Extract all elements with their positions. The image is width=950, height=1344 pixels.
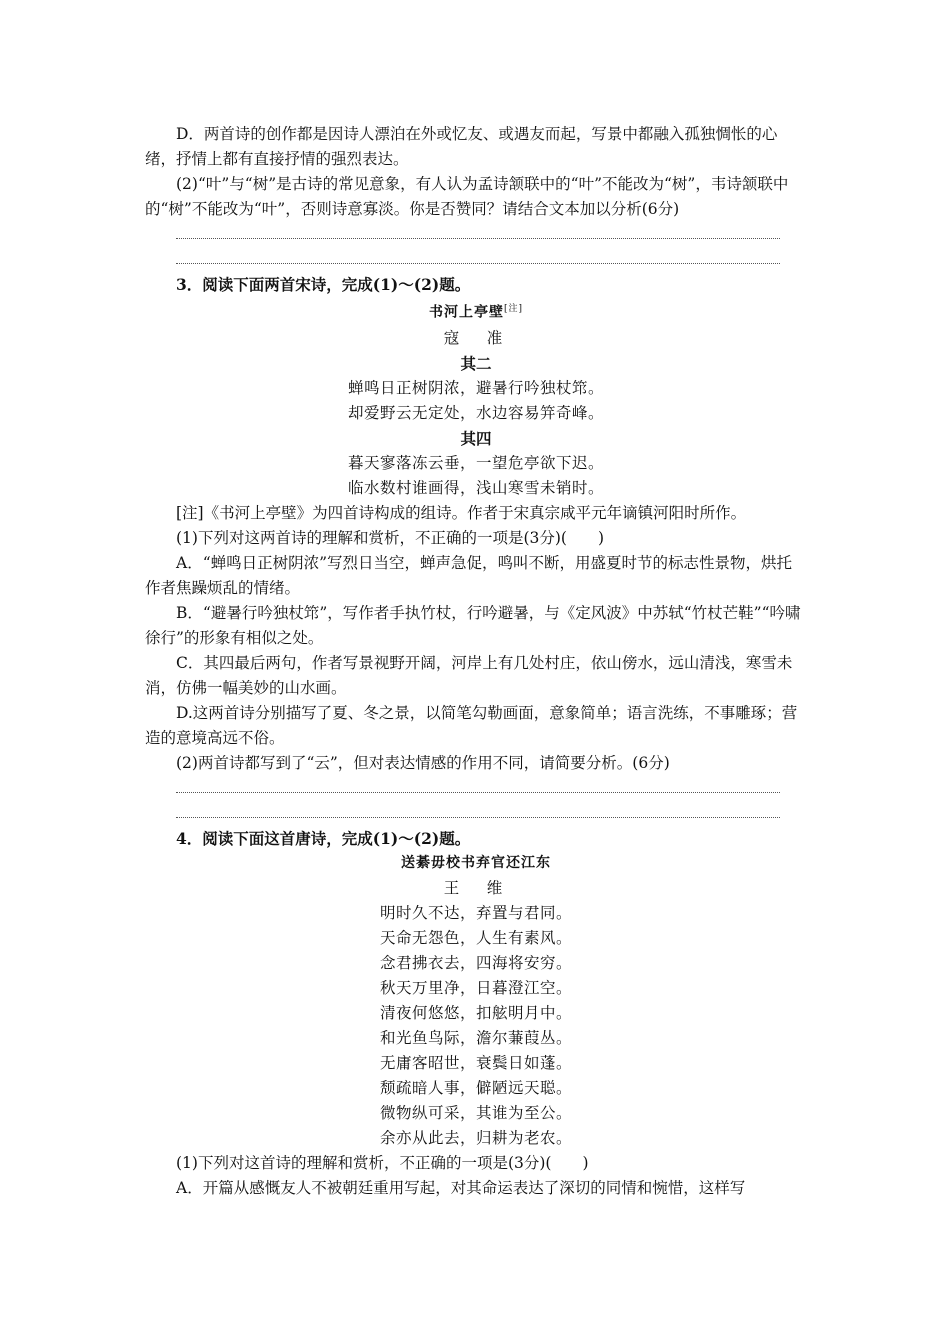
answer-line[interactable] xyxy=(176,801,780,826)
q4-author: 王 维 xyxy=(443,878,509,897)
q4-verse: 微物纵可采，其谁为至公。 xyxy=(379,1103,572,1122)
q4-verse: 念君拂衣去，四海将安穷。 xyxy=(379,953,572,972)
q3-verse: 暮天寥落冻云垂，一望危亭欲下迟。 xyxy=(347,453,604,472)
q4-poem-title: 送綦毋校书弃官还江东 xyxy=(401,854,551,871)
q3-option-b: B．“避暑行吟独杖筇”，写作者手执竹杖，行吟避暑，与《定风波》中苏轼“竹杖芒鞋”“吟啸徐行”的形象有相似之处。 xyxy=(145,603,801,647)
q4-verse: 秋天万里净，日暮澄江空。 xyxy=(379,978,572,997)
q3-title-note: [注] xyxy=(503,304,524,314)
q3-sub1: (1)下列对这两首诗的理解和赏析，不正确的一项是(3分)( ) xyxy=(176,528,605,547)
q3-option-a: A．“蝉鸣日正树阴浓”写烈日当空，蝉声急促，鸣叫不断，用盛夏时节的标志性景物，烘托作者焦躁烦乱的情绪。 xyxy=(145,553,793,597)
q3-option-c: C．其四最后两句，作者写景视野开阔，河岸上有几处村庄，依山傍水，远山清浅，寒雪未消，仿佛一幅美妙的山水画。 xyxy=(145,653,793,697)
q4-verse: 颓疏暗人事，僻陋远天聪。 xyxy=(379,1078,572,1097)
q3-heading: 3．阅读下面两首宋诗，完成(1)～(2)题。 xyxy=(176,275,471,294)
q3-verse: 临水数村谁画得，浅山寒雪未销时。 xyxy=(347,478,604,497)
q3-sub2: (2)两首诗都写到了“云”，但对表达情感的作用不同，请简要分析。(6分) xyxy=(176,753,670,772)
q3-option-d: D.这两首诗分别描写了夏、冬之景，以简笔勾勒画面，意象简单；语言洗练，不事雕琢；营造的意境高远不俗。 xyxy=(145,703,798,747)
q2-option-d: D．两首诗的创作都是因诗人漂泊在外或忆友、或遇友而起，写景中都融入孤独惆怅的心绪，抒情上都有直接抒情的强烈表达。 xyxy=(145,125,778,168)
q3-note: [注]《书河上亭壁》为四首诗构成的组诗。作者于宋真宗咸平元年谪镇河阳时所作。 xyxy=(176,503,747,522)
q4-option-a: A．开篇从感慨友人不被朝廷重用写起，对其命运表达了深切的同情和惋惜，这样写 xyxy=(176,1178,746,1197)
answer-line[interactable] xyxy=(176,776,780,801)
q4-verse: 清夜何悠悠，扣舷明月中。 xyxy=(379,1003,572,1022)
q3-verse: 蝉鸣日正树阴浓，避暑行吟独杖筇。 xyxy=(347,378,604,397)
q4-verse: 和光鱼鸟际，澹尔蒹葭丛。 xyxy=(379,1028,572,1047)
q4-verse: 无庸客昭世，衰鬓日如蓬。 xyxy=(379,1053,572,1072)
q4-verse: 余亦从此去，归耕为老农。 xyxy=(379,1128,572,1147)
document-page xyxy=(145,122,807,1201)
q3-poem-title: 书河上亭壁[注] xyxy=(428,304,524,321)
q3-verse: 却爱野云无定处，水边容易笄奇峰。 xyxy=(347,403,604,422)
q3-part4-label: 其四 xyxy=(460,428,492,448)
q4-heading: 4．阅读下面这首唐诗，完成(1)～(2)题。 xyxy=(176,828,471,848)
q2-sub2: (2)“叶”与“树”是古诗的常见意象，有人认为孟诗颔联中的“叶”不能改为“树”，韦诗颔联中的“树”不能改为“叶”，否则诗意寡淡。你是否赞同？请结合文本加以分析(6分) xyxy=(145,175,789,218)
q4-verse: 明时久不达，弃置与君同。 xyxy=(379,903,572,922)
answer-line[interactable] xyxy=(176,222,780,247)
q3-part2-label: 其二 xyxy=(460,353,492,373)
q4-sub1: (1)下列对这首诗的理解和赏析，不正确的一项是(3分)( ) xyxy=(176,1153,589,1172)
answer-line[interactable] xyxy=(176,247,780,272)
q4-verse: 天命无怨色，人生有素风。 xyxy=(379,928,572,947)
q3-author: 寇 准 xyxy=(443,328,509,347)
